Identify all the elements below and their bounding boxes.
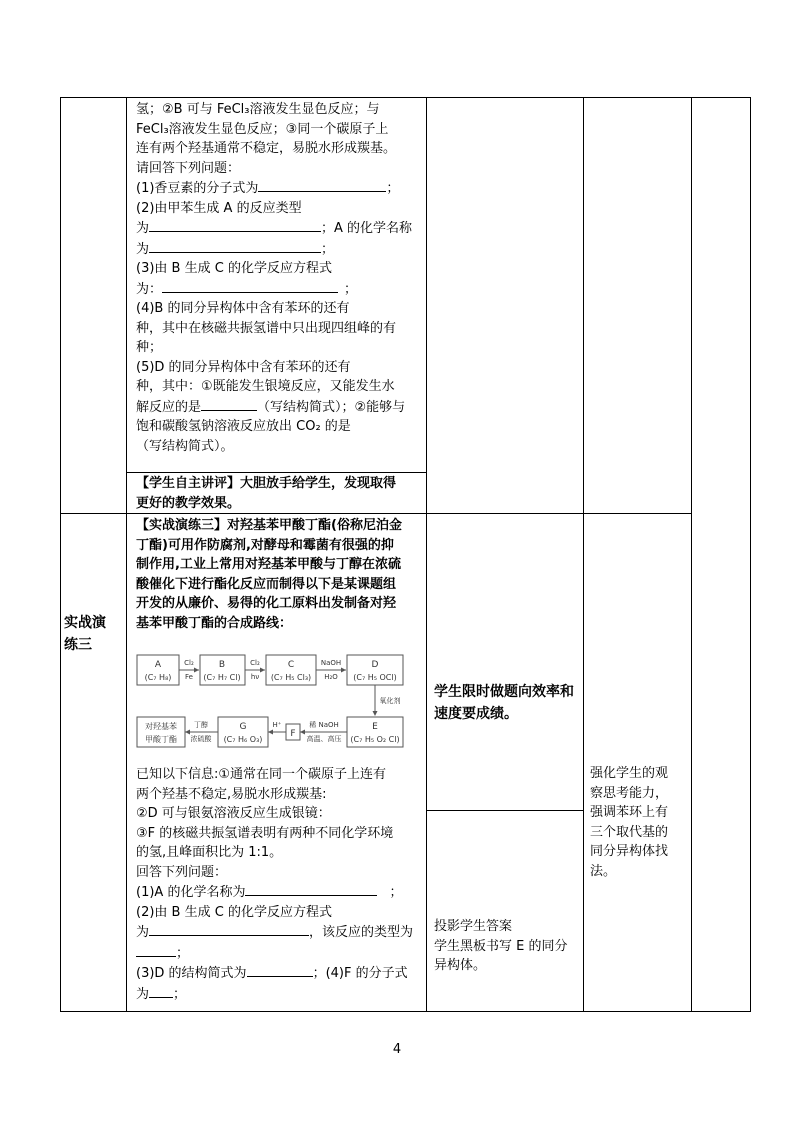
box-B-label: B	[218, 660, 226, 670]
arrow-b-c-bottom: hν	[250, 673, 260, 681]
text-line: 请回答下列问题：	[136, 160, 241, 176]
display-line: 投影学生答案	[434, 919, 513, 934]
question-4-line3: 种；	[136, 340, 163, 355]
question-5-line5: （写结构简式）。	[136, 438, 234, 454]
practice-question-1: (1)A 的化学名称为 ；	[136, 882, 422, 903]
answer-blank	[149, 239, 321, 253]
text-line: 制作用,工业上常用对羟基苯甲酸与丁醇在浓硫	[136, 557, 401, 572]
arrowhead	[194, 668, 199, 673]
question-5-line4: 饱和碳酸氢钠溶液反应放出 CO₂ 的是	[136, 419, 351, 434]
row-divider-col3	[426, 810, 583, 811]
arrow-g-product-top: 丁醇	[194, 721, 208, 729]
display-line: 异构体。	[434, 958, 487, 973]
box-B-formula: (C₇ H₇ Cl)	[203, 673, 241, 682]
answer-blank	[258, 178, 386, 192]
product-line: 对羟基苯	[145, 722, 177, 731]
arrow-a-b-bottom: Fe	[185, 673, 193, 681]
arrow-e-f-bottom: 高温、高压	[306, 735, 342, 743]
text-line: 丁酯)可用作防腐剂,对酵母和霉菌有很强的抑	[136, 537, 394, 553]
question-2-line3: 为 ；	[136, 239, 422, 260]
column-divider-4	[691, 97, 692, 1012]
box-G-label: G	[239, 722, 247, 732]
practice-question-4: 为 ；	[136, 984, 422, 1005]
answer-blank	[245, 882, 377, 896]
box-A-formula: (C₇ H₈)	[144, 673, 172, 682]
text-line: FeCl₃溶液发生显色反应；③同一个碳原子上	[136, 121, 389, 137]
arrow-e-f-top: 稀 NaOH	[309, 721, 339, 729]
text-line: 连有两个羟基通常不稳定，易脱水形成羰基。	[136, 141, 397, 156]
arrowhead	[268, 730, 273, 735]
note-line: 强调苯环上有	[590, 805, 669, 820]
display-line: 学生黑板书写 E 的同分	[434, 938, 568, 954]
answer-blank	[149, 984, 173, 998]
question-5-line3: 解反应的是 （写结构简式）；②能够与	[136, 397, 422, 418]
answer-blank	[201, 397, 257, 411]
answer-blank	[247, 963, 313, 977]
text-line: 已知以下信息:①通常在同一个碳原子上连有	[136, 767, 387, 782]
question-2: (2)由甲苯生成 A 的反应类型	[136, 200, 302, 216]
synthesis-route-diagram	[136, 651, 416, 751]
arrow-c-d-top: NaOH	[320, 659, 342, 667]
practice-info	[136, 765, 422, 1004]
column-divider-2	[426, 97, 427, 1012]
text-line: 两个羟基不稳定,易脱水形成羰基:	[136, 786, 327, 802]
answer-blank	[162, 279, 338, 293]
question-4: (4)B 的同分异构体中含有苯环的还有	[136, 301, 350, 316]
text-line: ②D 可与银氨溶液反应生成银镜：	[136, 806, 331, 821]
display-answers	[434, 917, 567, 976]
box-E-formula: (C₇ H₅ O₂ Cl)	[350, 735, 400, 744]
question-4-line2: 种，其中在核磁共振氢谱中只出现四组峰的有	[136, 320, 397, 336]
note-line: 强化学生的观	[590, 766, 669, 781]
practice-question-2-line3: ；	[136, 943, 422, 964]
row-divider-review	[126, 472, 426, 473]
text-line: 回答下列问题：	[136, 864, 228, 880]
question-5: (5)D 的同分异构体中含有苯环的还有	[136, 359, 351, 375]
box-D-formula: (C₇ H₅ OCl)	[353, 673, 397, 682]
arrow-f-g-top: H⁺	[272, 721, 282, 729]
section-label-line: 练三	[64, 637, 92, 653]
strategy-line: 学生限时做题向效率和	[434, 684, 574, 700]
practice-question-3: (3)D 的结构简式为 ；(4)F 的分子式	[136, 963, 422, 984]
practice-intro	[136, 516, 422, 633]
question-5-line2: 种，其中：①既能发生银境反应，又能发生水	[136, 379, 395, 394]
text-line: 基苯甲酸丁酯的合成路线：	[136, 615, 293, 631]
column-divider-1	[126, 97, 127, 1012]
text-line: ③F 的核磁共振氢谱表明有两种不同化学环境	[136, 825, 394, 841]
review-line: 更好的教学效果。	[136, 495, 241, 511]
column-divider-3	[583, 97, 584, 1012]
design-intent-note	[590, 764, 668, 881]
arrowhead	[185, 730, 190, 735]
arrowhead	[300, 730, 305, 735]
note-line: 察思考能力，	[590, 785, 669, 801]
strategy-line: 速度要成绩。	[434, 706, 518, 722]
box-E-label: E	[372, 722, 378, 732]
product-line: 甲酸丁酯	[145, 735, 177, 744]
box-C-label: C	[287, 660, 295, 670]
arrow-a-b-top: Cl₂	[184, 659, 194, 667]
answer-blank	[149, 218, 321, 232]
arrowhead	[260, 668, 265, 673]
box-C-formula: (C₇ H₅ Cl₃)	[270, 673, 312, 682]
question-2-line2: 为 ；A 的化学名称	[136, 218, 422, 239]
text-line: 酸催化下进行酯化反应而制得以下是某课题组	[136, 576, 397, 592]
text-line: 开发的从廉价、易得的化工原料出发制备对羟	[136, 596, 397, 611]
section-label-line: 实战演	[64, 615, 106, 631]
box-G-formula: (C₇ H₆ O₃)	[223, 735, 263, 744]
practice-question-2: (2)由 B 生成 C 的化学反应方程式	[136, 904, 332, 920]
answer-blank	[149, 922, 309, 936]
arrow-b-c-top: Cl₂	[250, 659, 260, 667]
question-1: (1)香豆素的分子式为 ；	[136, 178, 422, 199]
box-D-label: D	[371, 660, 379, 670]
arrow-d-e-label: 氧化剂	[379, 697, 401, 705]
practice-question-2-line2: 为 ，该反应的类型为	[136, 922, 422, 943]
answer-blank	[136, 943, 176, 957]
page-number: 4	[392, 1042, 402, 1057]
teaching-strategy	[434, 681, 574, 725]
box-F-label: F	[290, 729, 296, 739]
question-3-line2: 为： ；	[136, 279, 422, 300]
question-3: (3)由 B 生成 C 的化学反应方程式	[136, 261, 332, 276]
arrow-g-product-bottom: 浓硫酸	[190, 735, 212, 743]
section-label	[64, 612, 124, 656]
note-line: 三个取代基的	[590, 824, 669, 840]
note-line: 法。	[590, 863, 617, 879]
student-review	[136, 474, 422, 513]
box-A-label: A	[154, 660, 162, 670]
question-block-top	[136, 100, 422, 456]
arrow-c-d-bottom: H₂O	[324, 673, 338, 681]
review-line: 【学生自主讲评】大胆放手给学生，发现取得	[136, 476, 397, 491]
text-line: 的氢,且峰面积比为 1:1。	[136, 845, 283, 860]
text-line: 【实战演练三】对羟基苯甲酸丁酯(俗称尼泊金	[136, 518, 402, 533]
text-line: 氢；②B 可与 FeCl₃溶液发生显色反应；与	[136, 102, 380, 117]
row-divider-section	[60, 513, 691, 514]
arrowhead	[341, 668, 346, 673]
arrowhead	[373, 711, 378, 716]
note-line: 同分异构体找	[590, 844, 669, 859]
